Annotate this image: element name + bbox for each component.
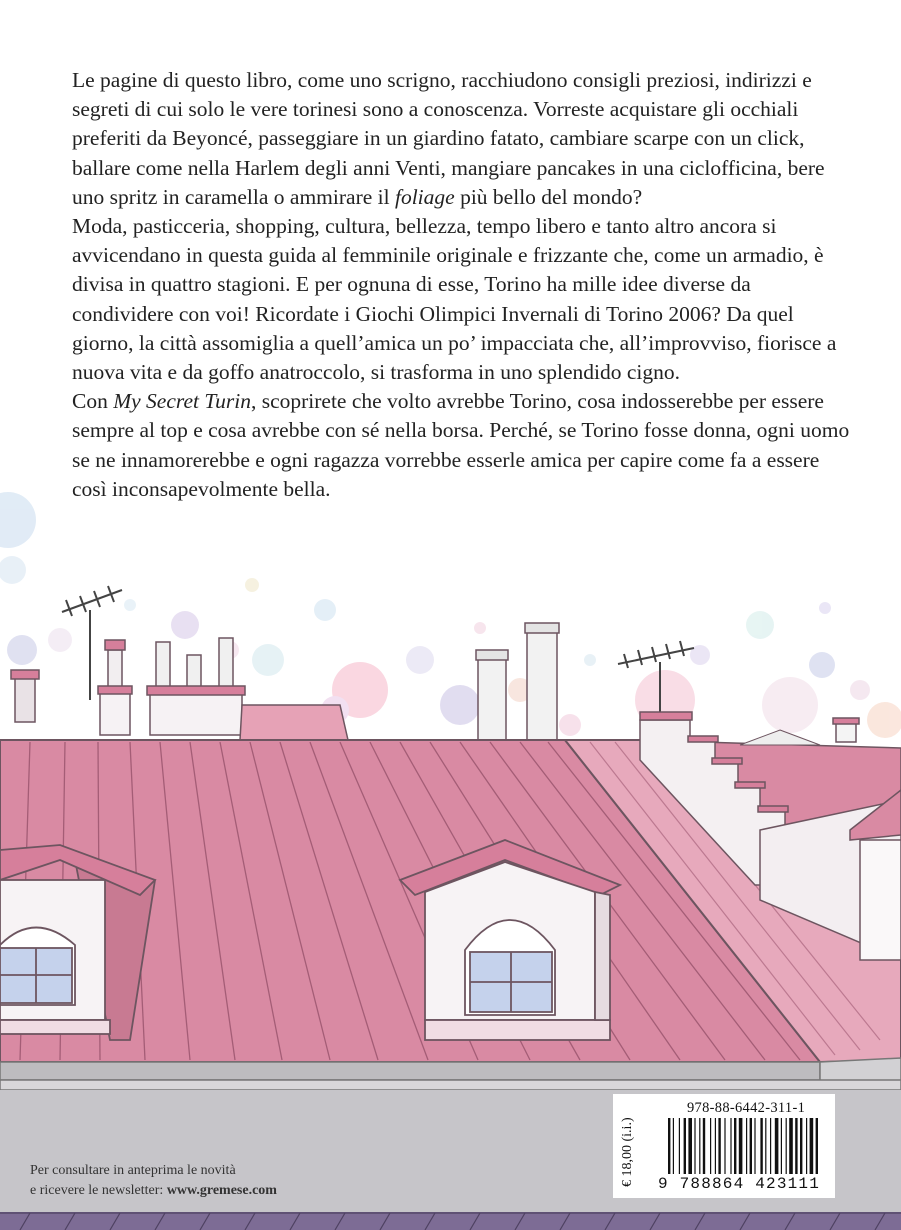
barcode-bar (715, 1118, 716, 1174)
promo-line-1: Per consultare in anteprima le novità (30, 1163, 236, 1178)
italic-book-title: My Secret Turin (113, 389, 251, 414)
gutter (0, 1058, 901, 1095)
barcode-bar (668, 1118, 670, 1174)
barcode-bar (694, 1118, 695, 1174)
barcode-bar (730, 1118, 731, 1174)
promo-line-2: e ricevere le newsletter: www.gremese.com (30, 1183, 277, 1198)
barcode-bar (800, 1118, 802, 1174)
bokeh-circles (0, 492, 901, 755)
blurb-paragraph-1: Le pagine di questo libro, come uno scrigno, racchiudono consigli preziosi, indirizzi e segreti di cui solo le vere torinesi sono a conoscenza. Vorreste acquistare gli occhiali preferiti da Beyoncé, passeggiare in un giardino fatato, cambiare scarpe con un click, ballare come nella Harlem degli anni Venti, mangiare pancakes in una ciclofficina, bere uno spritz in caramella o ammirare il foliage più bello del mondo? (72, 68, 825, 209)
back-cover-blurb (72, 66, 852, 504)
isbn-number: 978-88-6442-311-1 (687, 1100, 806, 1116)
barcode-bar (673, 1118, 674, 1174)
barcode-bar (786, 1118, 787, 1174)
barcode-bars (668, 1118, 828, 1174)
barcode-bar (781, 1118, 782, 1174)
barcode-bar (699, 1118, 700, 1174)
barcode-bar (770, 1118, 771, 1174)
barcode-bar (688, 1118, 692, 1174)
back-roof (240, 705, 348, 740)
publisher-website-link[interactable]: www.gremese.com (166, 1183, 277, 1198)
publisher-newsletter-note (30, 1161, 430, 1201)
barcode-bar (684, 1118, 686, 1174)
barcode-bar (750, 1118, 752, 1174)
chimneys (11, 623, 859, 742)
barcode-bar (810, 1118, 814, 1174)
barcode-bar (718, 1118, 720, 1174)
barcode-bar (724, 1118, 725, 1174)
barcode-bar (734, 1118, 736, 1174)
blurb-paragraph-3: Con My Secret Turin, scoprirete che volto avrebbe Torino, cosa indosserebbe per essere sempre al top e cosa avrebbe con sé nella borsa. Perché, se Torino fosse donna, ogni uomo se ne innamorerebbe e ogni ragazza vorrebbe esserle amica per capire come fa a essere così inconsapevolmente bella. (72, 389, 850, 501)
barcode-bar (679, 1118, 680, 1174)
barcode-bar (754, 1118, 755, 1174)
barcode-bar (703, 1118, 705, 1174)
barcode-bar (795, 1118, 797, 1174)
blurb-paragraph-2: Moda, pasticceria, shopping, cultura, bellezza, tempo libero e tanto altro ancora si avvicendano in questa guida al femminile originale e frizzante che, come un armadio, è divisa in quattro stagioni. E per ognuna di esse, Torino ha mille idee diverse da condividere con voi! Ricordate i Giochi Olimpici Invernali di Torino 2006? Da quel giorno, la città assomiglia a quell’amica un po’ impacciata che, all’improvviso, fiorisce a nuova vita e da goffo anatroccolo, si trasforma in uno splendido cigno. (72, 214, 837, 385)
price-label: € 18,00 (i.i.) (620, 1117, 635, 1187)
barcode-bar (789, 1118, 793, 1174)
barcode-bar (710, 1118, 711, 1174)
italic-foliage: foliage (394, 184, 455, 209)
bottom-tiles (0, 1212, 901, 1230)
barcode-bar (746, 1118, 747, 1174)
barcode-bar (760, 1118, 762, 1174)
barcode-bar (806, 1118, 807, 1174)
barcode-bar (816, 1118, 818, 1174)
barcode-bar (765, 1118, 766, 1174)
barcode-bar (739, 1118, 743, 1174)
ean-number: 9 788864 423111 (658, 1175, 821, 1193)
barcode-bar (775, 1118, 779, 1174)
